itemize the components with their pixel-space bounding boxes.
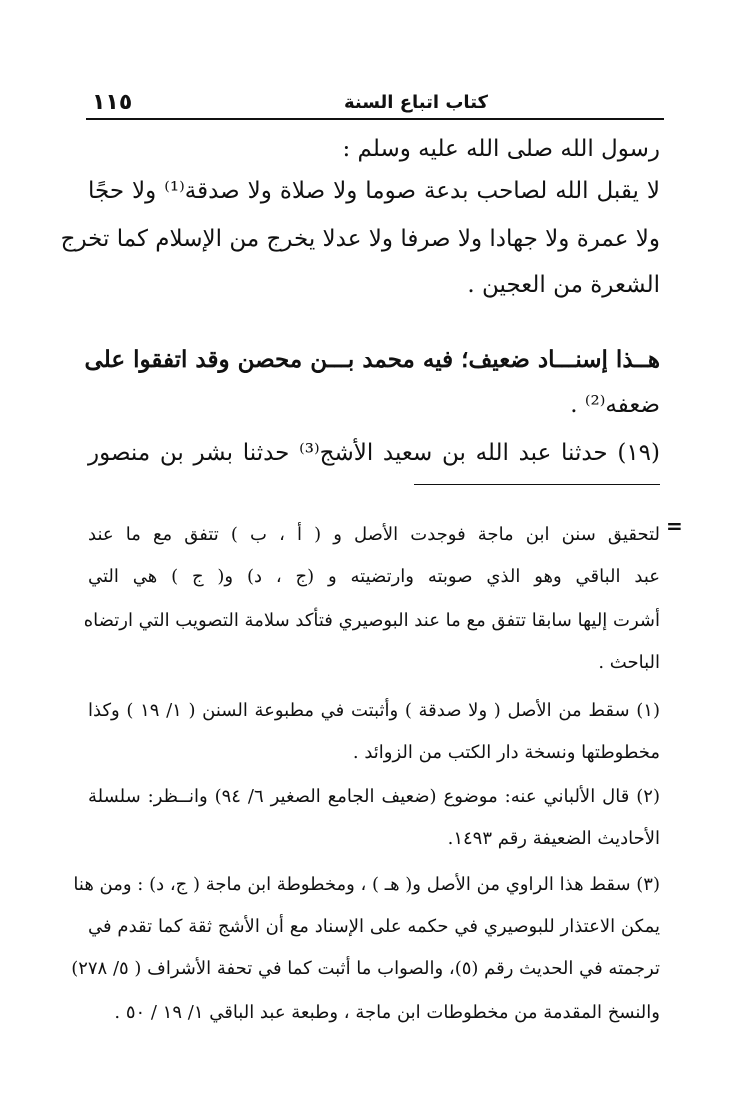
main-line-2: لا يقبل الله لصاحب بدعة صوما ولا صلاة ولا صدقة⁽¹⁾ ولا حجًا — [88, 178, 660, 204]
main-line-4: الشعرة من العجين . — [467, 272, 660, 298]
main-line-6: ضعفه⁽²⁾ . — [570, 392, 660, 418]
footnote-2-line-1: (٢) قال الألباني عنه: موضوع (ضعيف الجامع الصغير ٦/ ٩٤) وانــظر: سلسلة — [88, 786, 660, 807]
page-number: ١١٥ — [92, 90, 133, 115]
footnote-3-line-3: ترجمته في الحديث رقم (٥)، والصواب ما أثبت كما في تحفة الأشراف ( ٥/ ٢٧٨) — [71, 958, 660, 979]
footnote-2-line-2: الأحاديث الضعيفة رقم ١٤٩٣. — [447, 828, 660, 849]
main-line-7-hadith-19: (١٩) حدثنا عبد الله بن سعيد الأشج⁽³⁾ حدثنا بشر بن منصور — [88, 440, 661, 466]
main-line-1: رسول الله صلى الله عليه وسلم : — [342, 136, 660, 162]
page-header — [86, 88, 664, 120]
footnote-1-line-2: مخطوطتها ونسخة دار الكتب من الزوائد . — [352, 742, 660, 763]
footnote-continuation-mark: = — [666, 514, 683, 538]
footnote-3-line-1: (٣) سقط هذا الراوي من الأصل و( هـ ) ، ومخطوطة ابن ماجة ( ج، د) : ومن هنا — [73, 874, 660, 895]
main-line-5-isnad-grading: هــذا إسنـــاد ضعيف؛ فيه محمد بـــن محصن وقد اتفقوا على — [84, 346, 660, 373]
footnote-separator — [414, 484, 660, 485]
footnote-1-line-1: (١) سقط من الأصل ( ولا صدقة ) وأثبتت في مطبوعة السنن ( ١/ ١٩ ) وكذا — [88, 700, 660, 721]
running-title: كتاب اتباع السنة — [343, 92, 489, 113]
footnote-3-line-2: يمكن الاعتذار للبوصيري في حكمه على الإسناد مع أن الأشج ثقة كما تقدم في — [88, 916, 660, 937]
main-line-3: ولا عمرة ولا جهادا ولا صرفا ولا عدلا يخرج من الإسلام كما تخرج — [60, 226, 660, 252]
footnote-line-1: لتحقيق سنن ابن ماجة فوجدت الأصل و ( أ ، ب ) تتفق مع ما عند — [88, 524, 660, 545]
footnote-line-2: عبد الباقي وهو الذي صوبته وارتضيته و (ج ، د) و( ج ) هي التي — [88, 566, 660, 587]
footnote-line-3: أشرت إليها سابقا تتفق مع ما عند البوصيري فتأكد سلامة التصويب التي ارتضاه — [83, 610, 660, 631]
footnote-line-4: الباحث . — [598, 652, 660, 673]
footnote-3-line-4: والنسخ المقدمة من مخطوطات ابن ماجة ، وطبعة عبد الباقي ١/ ١٩ / ٥٠ . — [114, 1002, 660, 1023]
